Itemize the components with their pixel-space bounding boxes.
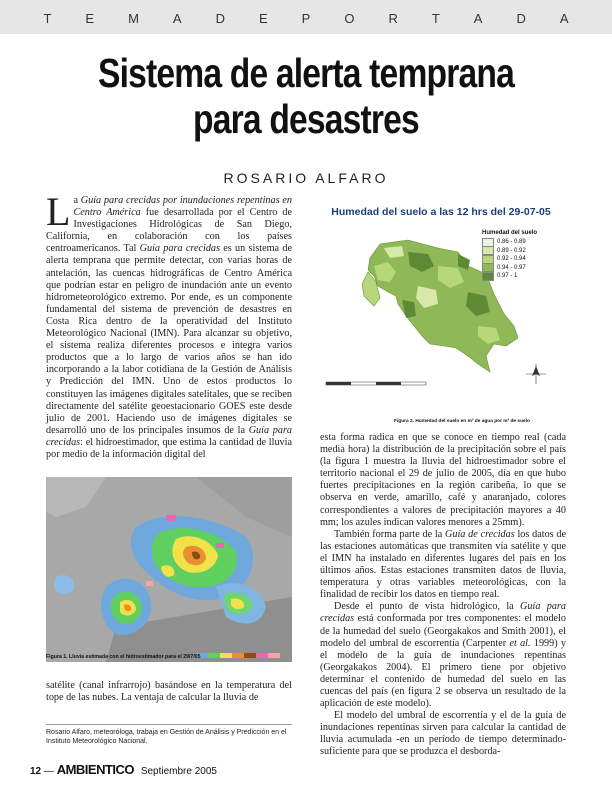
section-letter: P: [301, 11, 311, 26]
legend-entry: [482, 238, 537, 247]
section-letter: D: [516, 11, 526, 26]
rainfall-map-graphic: [46, 477, 292, 662]
text-run: Desde el punto de vista hidrológico, la: [334, 601, 521, 613]
section-label: [0, 11, 612, 26]
legend-swatch: [482, 272, 494, 281]
section-header-bar: [0, 0, 612, 34]
legend-label: 0.92 - 0.94: [497, 256, 526, 263]
drop-cap: L: [46, 189, 71, 234]
text-run: los datos de las estaciones automáticas que transmiten vía satélite y que el IMN ha instalado en diferentes lugares del país en los últimos años. Estas estaciones transmiten datos de lluvia, temperatura y otras variables meteorológicas, con la finalidad de recibir los datos en tiempo real.: [320, 528, 567, 601]
footnote-divider: [46, 724, 292, 725]
italic-run: Guía para crecidas: [46, 424, 292, 448]
intro-paragraph: [46, 189, 293, 461]
italic-run: Guía de crecidas: [445, 528, 515, 540]
section-letter: M: [128, 11, 139, 26]
text-run: fue desarrollada por el Centro de Investigaciones Hidrológicas de San Diego, California, en colaboración con los países centroamericanos. Tal: [46, 207, 293, 255]
text-run: a: [73, 195, 81, 206]
author-footnote: Rosario Alfaro, meteoróloga, trabaja en Gestión de Análisis y Predicción en el Instituto Meteorológico Nacional.: [46, 729, 287, 745]
section-letter: E: [85, 11, 95, 26]
section-letter: A: [172, 11, 182, 26]
section-letter: E: [258, 11, 268, 26]
text-run: es un sistema de alerta temprana que permite detectar, con varias horas de antelación, las cuencas hidrográficas de Centro América que podrían estar en peligro de inundación ante un evento hidrometeorológico extremo. Por ende, es un componente fundamental del sistema de prevención de desastres en Costa Rica dentro de la operatividad del Instituto Meteorológico Nacional (IMN). Para alcanzar su objetivo, el sistema realiza diferentes procesos e integra varios productos que a lo largo de varios años se han ido incorporando a la labor cotidiana de la Gestión de Análisis y Predicción del IMN. Uno de estos productos lo constituyen las imágenes digitales satelitales, que se reciben directamente del satélite geoestacionario GOES este desde julio de 2001. Haciendo uso de imágenes digitales se desarrolló uno de los principales insumos de la: [46, 243, 292, 436]
author-byline: ROSARIO ALFARO: [223, 170, 389, 186]
column-right-text: [320, 432, 566, 759]
article-title: [55, 50, 557, 142]
column-left-continuation: [46, 680, 292, 704]
page-footer: [30, 762, 217, 777]
legend-entry: [482, 255, 537, 264]
magazine-brand: AMBIENTICO: [56, 762, 135, 777]
footer-dash: —: [43, 766, 57, 777]
soil-moisture-map: [318, 196, 564, 408]
costa-rica-map-graphic: [318, 196, 564, 408]
section-letter: A: [559, 11, 569, 26]
continuation-paragraph: satélite (canal infrarrojo) basándose en la temperatura del tope de las nubes. La ventaja de calcular la lluvia de: [46, 680, 292, 704]
text-run: : el hidroestimador, que estima la cantidad de lluvia por medio de la información digital del: [46, 436, 292, 460]
legend-rows: [482, 238, 537, 281]
title-line-2: para desastres: [193, 96, 419, 142]
legend-title: Humedad del suelo: [482, 230, 538, 236]
rainfall-satellite-image: [46, 477, 292, 662]
text-run: 1999) y el modelo de la guía de inundaciones repentinas (Georgakakos 2004). El primero tiene por objetivo determinar el contenido de humedad del suelo en las cuencas del país (en figura 2 se observa un resultado de la aplicación de este modelo).: [320, 637, 566, 710]
legend-entry: [482, 247, 537, 256]
italic-run: Guía para crecidas por inundaciones repentinas en Centro América: [73, 195, 292, 219]
italic-run: Guía para crecidas: [139, 243, 220, 255]
soil-moisture-legend: [482, 230, 537, 281]
italic-run: Guía para crecidas: [320, 601, 566, 625]
figure-1-caption: Figura 1. Lluvia estimada con el hidroestimador para el 29/7/05: [46, 654, 201, 660]
section-letter: R: [388, 11, 398, 26]
section-letter: T: [431, 11, 440, 26]
legend-entry: [482, 264, 537, 273]
legend-label: 0.94 - 0.97: [497, 264, 526, 271]
section-letter: O: [344, 11, 355, 26]
legend-label: 0.89 - 0.92: [497, 247, 526, 254]
page-number: 12: [30, 766, 42, 777]
paragraph-threshold: El modelo del umbral de escorrentía y el de la guía de inundaciones repentinas sirven para calcular la cantidad de lluvia acumulada -en un período de tiempo determinado- suficiente para que se produzca el desborda-: [320, 710, 566, 758]
italic-run: et al.: [509, 637, 531, 649]
text-run: También forma parte de la: [334, 528, 446, 540]
column-left-text: [46, 189, 293, 461]
text-run: está conformada por tres componentes: el modelo de la humedad del suelo (Georgakakos and Smith 2001), el modelo del umbral de escorrentía (Carpenter: [320, 613, 566, 649]
section-letter: A: [473, 11, 483, 26]
paragraph-stations: [320, 529, 566, 602]
figure-2-title: Humedad del suelo a las 12 hrs del 29-07-05: [331, 206, 551, 218]
section-letter: T: [43, 11, 52, 26]
figure-2-caption: Figura 2. Humedad del suelo en m³ de agua por m³ de suelo: [394, 419, 530, 424]
legend-label: 0.86 - 0.89: [497, 239, 526, 246]
legend-entry: [482, 272, 537, 281]
section-letter: D: [215, 11, 225, 26]
title-line-1: Sistema de alerta temprana: [98, 50, 514, 96]
issue-date: Septiembre 2005: [140, 766, 217, 777]
legend-label: 0.97 - 1: [497, 273, 518, 280]
paragraph-components: [320, 601, 566, 710]
paragraph-realtime: esta forma radica en que se conoce en tiempo real (cada media hora) la distribución de la precipitación sobre el país (la figura 1 muestra la lluvia del hidroestimador sobre el territorio nacional el 29 de julio de 2005, día en que hubo fuertes precipitaciones en la región caribeña, lo que se observa en verde, amarillo, café y anaranjado, colores correspondientes a valores de precipitación mayores a 40 mm; los azules indican valores menores a 25mm).: [320, 432, 566, 528]
